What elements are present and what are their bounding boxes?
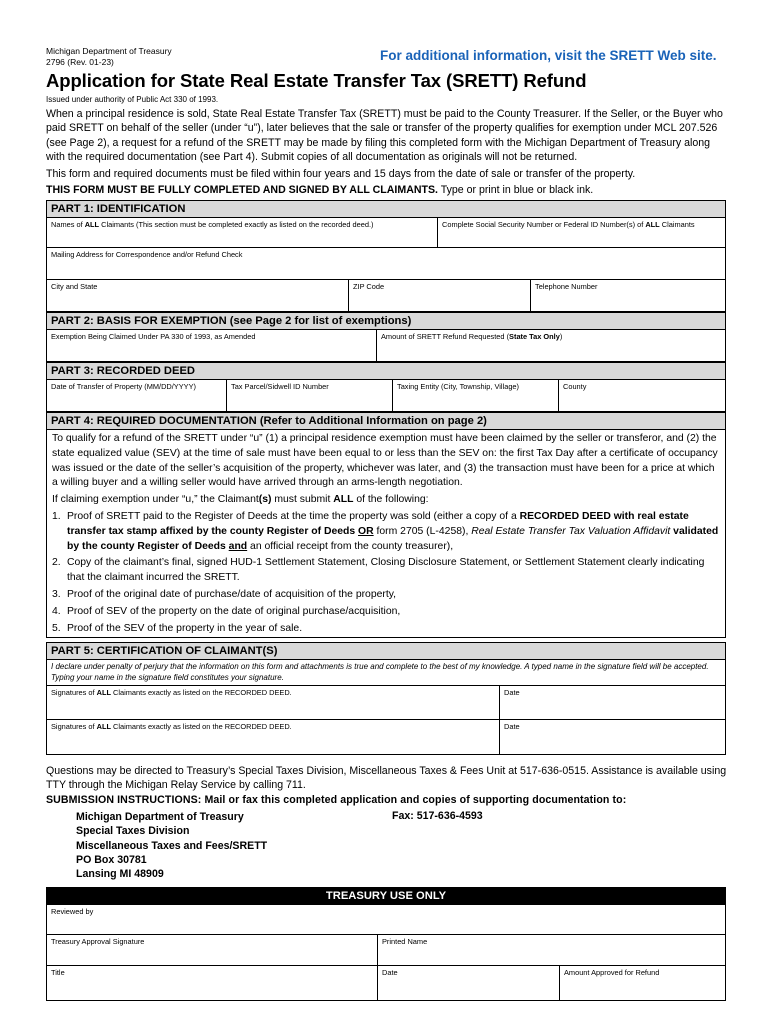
- doc-item-2: 2. Copy of the claimant’s final, signed HUD-1 Settlement Statement, Closing Disclosure Statement, or Settlement Statement clearly indicating that the claimant incurred the SRETT.: [52, 557, 705, 584]
- reviewed-by-field[interactable]: Reviewed by: [51, 907, 94, 916]
- parcel-id-field[interactable]: Tax Parcel/Sidwell ID Number: [227, 380, 393, 411]
- treasury-date-field[interactable]: Date: [378, 966, 560, 1000]
- amount-approved-field[interactable]: Amount Approved for Refund: [564, 968, 660, 977]
- title-field[interactable]: Title: [47, 966, 378, 1000]
- issued-authority: Issued under authority of Public Act 330 of 1993.: [46, 95, 219, 104]
- part5-section: [46, 642, 726, 755]
- printed-name-field[interactable]: Printed Name: [382, 937, 428, 946]
- ink-instruction: Type or print in blue or black ink.: [437, 184, 594, 197]
- claimant-signature-field-2[interactable]: Signatures of ALL Claimants exactly as listed on the RECORDED DEED.: [47, 720, 500, 754]
- srett-website-link[interactable]: For additional information, visit the SRETT Web site.: [380, 48, 717, 63]
- form-header-dept: [46, 46, 172, 68]
- perjury-declaration: I declare under penalty of perjury that the information on this form and attachments is true and complete to the best of my knowledge. A typed name in the signature field will be accepted. Typing your name in the signature field constitutes your signature.: [47, 660, 725, 686]
- claimant-names-field[interactable]: Names of ALL Claimants (This section must be completed exactly as listed on the recorded deed.): [47, 218, 438, 247]
- doc-item-1: 1. Proof of SRETT paid to the Register of Deeds at the time the property was sold (either a copy of a RECORDED DEED with real estate transfer tax stamp affixed by the county Register of Deeds OR form 2705 (L-4258), Real Estate Transfer Tax Valuation Affidavit validated by the county Register of Deeds and an official receipt from the county treasurer),: [52, 510, 719, 552]
- part1-row-names: [47, 218, 725, 248]
- claimant-signature-field-1[interactable]: Signatures of ALL Claimants exactly as listed on the RECORDED DEED.: [47, 686, 500, 719]
- part3-row: [47, 380, 725, 411]
- part4-section: [46, 412, 726, 638]
- part2-section: [46, 312, 726, 362]
- signature-date-field-2[interactable]: Date: [504, 722, 520, 731]
- zip-code-field[interactable]: ZIP Code: [349, 280, 531, 311]
- part2-row: [47, 330, 725, 361]
- form-number: 2796 (Rev. 01-23): [46, 57, 114, 67]
- exemption-claimed-field[interactable]: Exemption Being Claimed Under PA 330 of 1993, as Amended: [47, 330, 377, 361]
- part2-header: PART 2: BASIS FOR EXEMPTION (see Page 2 for list of exemptions): [47, 313, 725, 330]
- treasury-use-section: [46, 887, 726, 1001]
- city-state-field[interactable]: City and State: [47, 280, 349, 311]
- treasury-row-reviewed: [47, 905, 725, 935]
- treasury-row-title: [47, 966, 725, 1000]
- part4-body: [47, 430, 725, 637]
- address-line-1: Michigan Department of Treasury: [76, 811, 244, 823]
- intro-paragraph-3: [46, 183, 728, 197]
- address-line-2: Special Taxes Division: [76, 825, 190, 838]
- part4-intro: To qualify for a refund of the SRETT under “u” (1) a principal residence exemption must have been claimed by the seller or transferor, and (2) the state equalized value (SEV) at the time of sale must have been equal to or less than the SEV on: the first Tax Day after a certificate of occupancy was issued or the date of the seller’s acquisition of the property, whichever was later, and (3) the transaction must have been for a price at which a willing buyer and a willing seller would have arrived through an arms-length negotiation.: [52, 433, 718, 489]
- mailing-address-block: [76, 810, 267, 881]
- form-title: Application for State Real Estate Transfer Tax (SRETT) Refund: [46, 70, 587, 91]
- telephone-field[interactable]: Telephone Number: [535, 282, 598, 291]
- questions-text: Questions may be directed to Treasury’s Special Taxes Division, Miscellaneous Taxes & Fees Unit at 517-636-0515. Assistance is available using TTY through the Michigan Relay Service by calling 711.: [46, 765, 727, 792]
- intro-text: [46, 107, 728, 197]
- address-line-5: Lansing MI 48909: [76, 868, 164, 881]
- address-line-3: Miscellaneous Taxes and Fees/SRETT: [76, 839, 268, 852]
- address-line-4: PO Box 30781: [76, 853, 147, 866]
- refund-amount-field[interactable]: Amount of SRETT Refund Requested (State Tax Only): [381, 332, 563, 341]
- part1-row-city: [47, 280, 725, 311]
- part4-claim-line: If claiming exemption under “u,” the Claimant(s) must submit ALL of the following:: [52, 494, 429, 506]
- part3-section: [46, 362, 726, 412]
- doc-item-5: 5. Proof of the SEV of the property in the year of sale.: [52, 622, 303, 634]
- claimant-ssn-field[interactable]: Complete Social Security Number or Federal ID Number(s) of ALL Claimants: [442, 220, 695, 229]
- part4-header: PART 4: REQUIRED DOCUMENTATION (Refer to Additional Information on page 2): [47, 413, 725, 430]
- intro-paragraph-2: This form and required documents must be filed within four years and 15 days from the date of sale or transfer of the property.: [46, 167, 636, 180]
- signature-row-1: [47, 686, 725, 720]
- approval-signature-field[interactable]: Treasury Approval Signature: [47, 935, 378, 965]
- treasury-row-approval: [47, 935, 725, 966]
- signature-date-field-1[interactable]: Date: [504, 688, 520, 697]
- intro-paragraph-1: When a principal residence is sold, State Real Estate Transfer Tax (SRETT) must be paid to the County Treasurer. If the Seller, or the Buyer who paid SRETT on behalf of the seller (under “u”), later believes that the sale or transfer of the property qualifies for exemption under MCL 207.526 (see Page 2), a request for a refund of the SRETT may be made by filing this completed form with the Michigan Department of Treasury along with the required documentation (see Part 4). Submit copies of all documentation as originals will not be returned.: [46, 108, 723, 164]
- taxing-entity-field[interactable]: Taxing Entity (City, Township, Village): [393, 380, 559, 411]
- treasury-use-header: TREASURY USE ONLY: [47, 888, 725, 905]
- submission-instructions: SUBMISSION INSTRUCTIONS: Mail or fax this completed application and copies of supporting documentation to:: [46, 794, 627, 806]
- part1-header: PART 1: IDENTIFICATION: [47, 201, 725, 218]
- mailing-address-field[interactable]: Mailing Address for Correspondence and/or Refund Check: [51, 250, 243, 259]
- signature-row-2: [47, 720, 725, 754]
- county-field[interactable]: County: [563, 382, 587, 391]
- doc-item-3: 3. Proof of the original date of purchase/date of acquisition of the property,: [52, 588, 397, 600]
- part5-header: PART 5: CERTIFICATION OF CLAIMANT(S): [47, 643, 725, 660]
- department-name: Michigan Department of Treasury: [46, 46, 172, 56]
- sign-requirement: THIS FORM MUST BE FULLY COMPLETED AND SIGNED BY ALL CLAIMANTS.: [46, 184, 438, 197]
- date-transfer-field[interactable]: Date of Transfer of Property (MM/DD/YYYY): [47, 380, 227, 411]
- part3-header: PART 3: RECORDED DEED: [47, 363, 725, 380]
- doc-item-4: 4. Proof of SEV of the property on the date of original purchase/acquisition,: [52, 605, 401, 617]
- part1-row-mailing: [47, 248, 725, 280]
- part1-section: [46, 200, 726, 312]
- fax-number: Fax: 517-636-4593: [392, 810, 483, 822]
